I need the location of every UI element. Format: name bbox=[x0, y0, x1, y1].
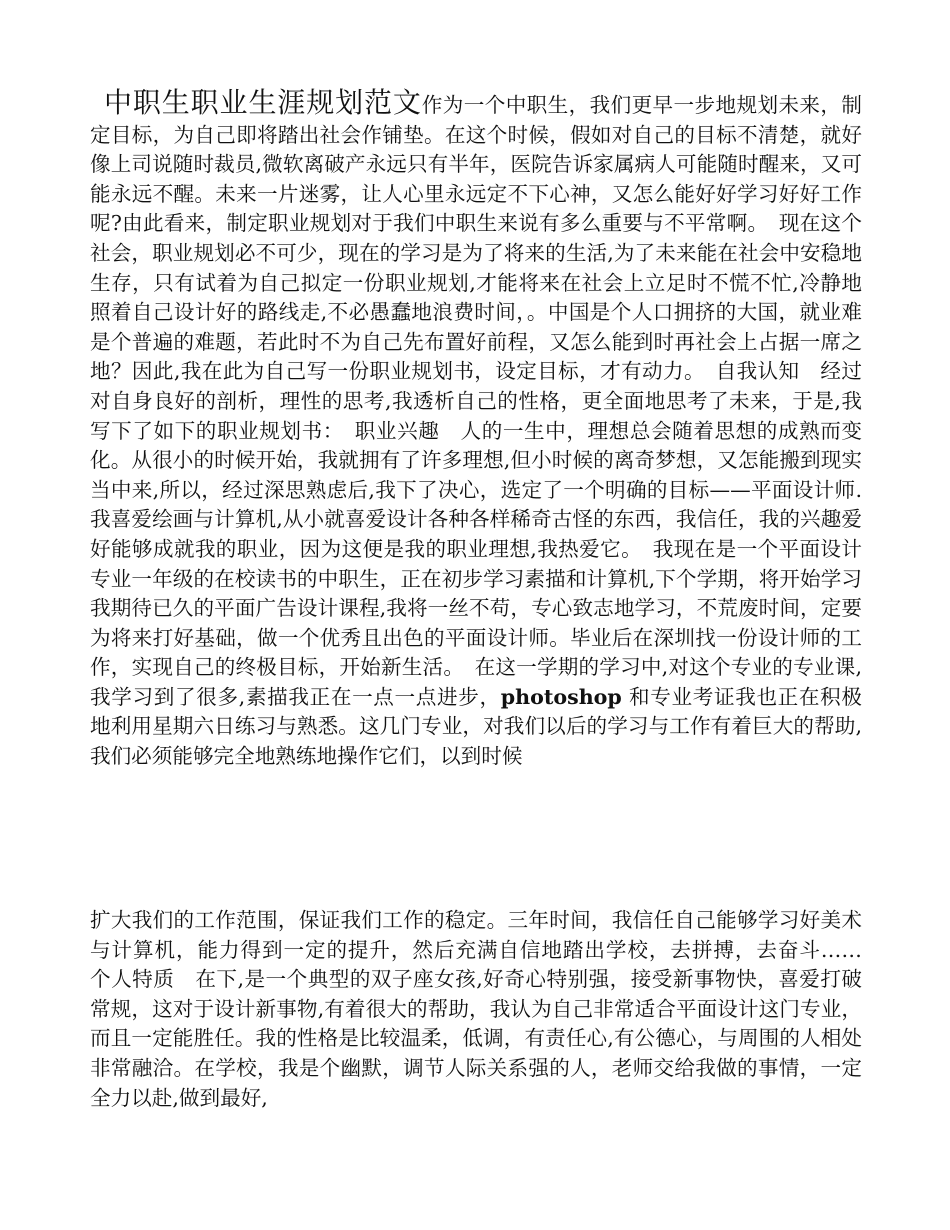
bold-word-photoshop: photoshop bbox=[500, 684, 622, 709]
paragraph-main bbox=[90, 86, 883, 772]
document-title: 中职生职业生涯规划范文 bbox=[104, 86, 422, 119]
paragraph-second: 扩大我们的工作范围，保证我们工作的稳定。三年时间，我信任自己能够学习好美术与计算机，能力得到一定的提升，然后充满自信地踏出学校，去拼搏，去奋斗…… 个人特质 在下,是一个典型的双子座女孩,好奇心特别强，接受新事物快，喜爱打破常规，这对于设计新事物,有着很大的帮助，我认为自己非常适合平面设计这门专业，而且一定能胜任。我的性格是比较温柔，低调，有责任心,有公德心，与周围的人相处非常融洽。在学校，我是个幽默，调节人际关系强的人，老师交给我做的事情，一定全力以赴,做到最好, bbox=[90, 908, 883, 1110]
paragraph-main-lead: 作为一个中职生，我们更早一步地规划未来，制定目标，为自己即将踏出社会作铺垫。在这个时候，假如对自己的目标不清楚，就好像上司说随时裁员,微软离破产永远只有半年，医院告诉家属病人可能随时醒来，又可能永远不醒。未来一片迷雾，让人心里永远定不下心神，又怎么能好好学习好好工作呢?由此看来，制定职业规划对于我们中职生来说有多么重要与不平常啊。 现在这个社会，职业规划必不可少，现在的学习是为了将来的生活,为了未来能在社会中安稳地生存，只有试着为自己拟定一份职业规划,才能将来在社会上立足时不慌不忙,冷静地照着自己设计好的路线走,不必愚蠢地浪费时间，。中国是个人口拥挤的大国，就业难是个普遍的难题，若此时不为自己先布置好前程，又怎么能到时再社会上占据一席之地？因此,我在此为自己写一份职业规划书，设定目标，才有动力。 自我认知 经过对自身良好的剖析，理性的思考,我透析自己的性格，更全面地思考了未来，于是,我写下了如下的职业规划书： 职业兴趣 人的一生中，理想总会随着思想的成熟而变化。从很小的时候开始，我就拥有了许多理想,但小时候的离奇梦想，又怎能搬到现实当中来,所以，经过深思熟虑后,我下了决心，选定了一个明确的目标——平面设计师. 我喜爱绘画与计算机,从小就喜爱设计各种各样稀奇古怪的东西，我信任，我的兴趣爱好能够成就我的职业，因为这便是我的职业理想,我热爱它。 我现在是一个平面设计专业一年级的在校读书的中职生，正在初步学习素描和计算机,下个学期，将开始学习我期待已久的平面广告设计课程,我将一丝不苟，专心致志地学习，不荒废时间，定要为将来打好基础，做一个优秀且出色的平面设计师。毕业后在深圳找一份设计师的工作，实现自己的终极目标，开始新生活。 在这一学期的学习中,对这个专业的专业课,我学习到了很多,素描我正在一点一点进步， bbox=[90, 93, 883, 709]
paragraph-main-tail: 和专业考证我也正在积极地利用星期六日练习与熟悉。这几门专业，对我们以后的学习与工作有着巨大的帮助,我们必须能够完全地熟练地操作它们，以到时候 bbox=[90, 684, 862, 769]
